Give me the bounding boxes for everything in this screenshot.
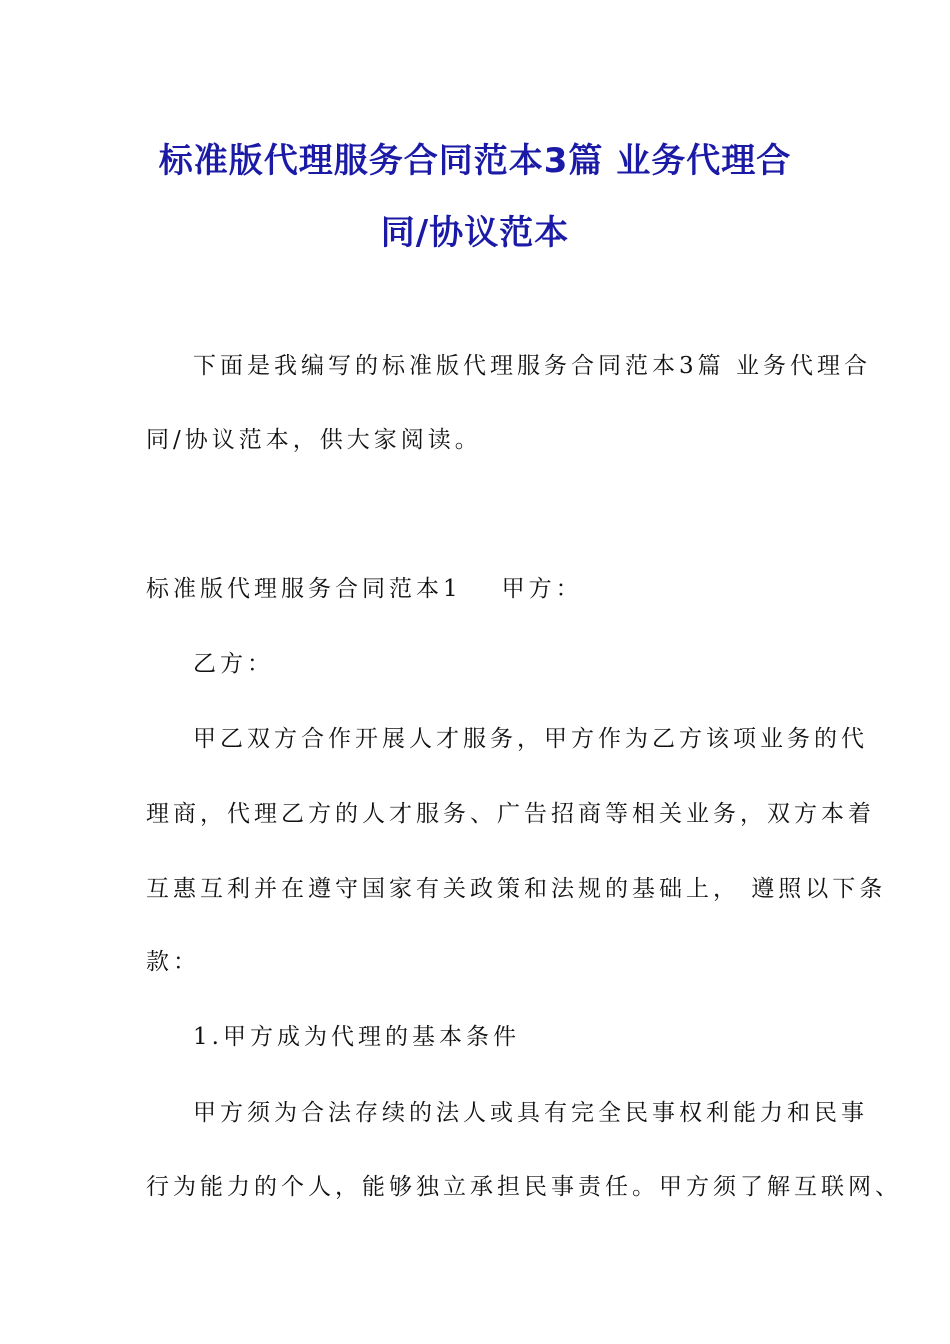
paragraph-1-line-3: 互惠互利并在遵守国家有关政策和法规的基础上， 遵照以下条: [146, 876, 887, 902]
paragraph-2-line-2: 行为能力的个人，能够独立承担民事责任。甲方须了解互联网、: [146, 1174, 902, 1200]
section-heading-row: [146, 570, 583, 603]
paragraph-1-line-4: 款：: [146, 949, 200, 975]
intro-paragraph-line-2: 同/协议范本，供大家阅读。: [146, 427, 482, 453]
paragraph-2-line-1: 甲方须为合法存续的法人或具有完全民事权利能力和民事: [193, 1100, 868, 1126]
party-a-label: 甲方：: [501, 576, 583, 602]
party-b-label: 乙方：: [193, 651, 274, 677]
intro-paragraph-line-1: 下面是我编写的标准版代理服务合同范本3篇 业务代理合: [193, 353, 871, 379]
paragraph-1-line-1: 甲乙双方合作开展人才服务，甲方作为乙方该项业务的代: [193, 726, 868, 752]
clause-1-heading: 1.甲方成为代理的基本条件: [193, 1024, 520, 1050]
paragraph-1-line-2: 理商，代理乙方的人才服务、广告招商等相关业务，双方本着: [146, 801, 875, 827]
document-title-line-1: 标准版代理服务合同范本3篇 业务代理合: [158, 141, 792, 181]
document-title-line-2: 同/协议范本: [380, 213, 570, 253]
section-heading: 标准版代理服务合同范本1: [146, 576, 462, 602]
